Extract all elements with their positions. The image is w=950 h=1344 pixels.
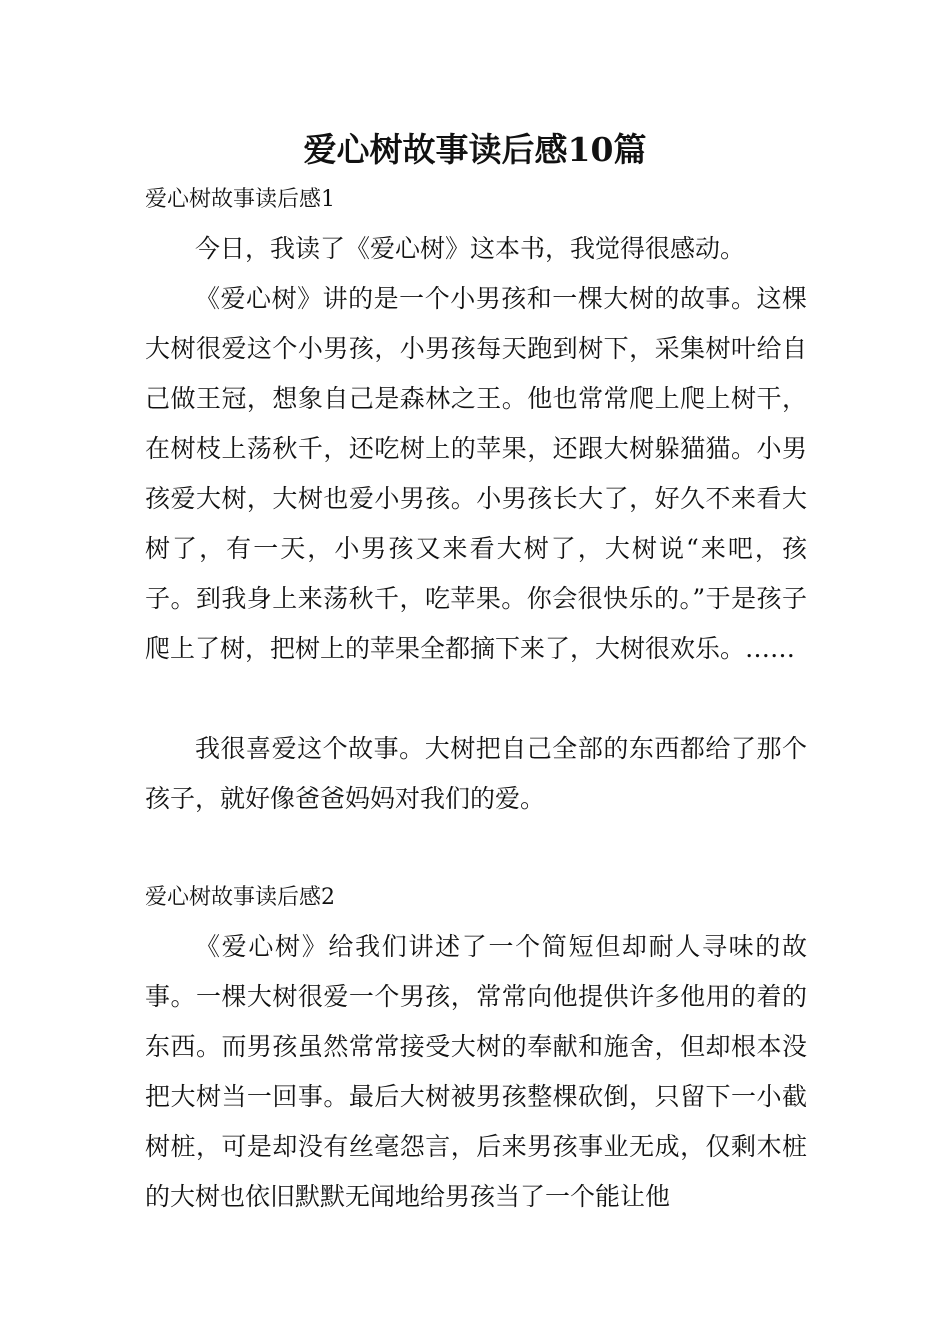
section-heading-1: 爱心树故事读后感1: [145, 187, 335, 212]
document-title: 爱心树故事读后感10篇: [303, 130, 647, 169]
paragraph-1-3: 我很喜爱这个故事。大树把自己全部的东西都给了那个孩子，就好像爸爸妈妈对我们的爱。: [145, 734, 807, 813]
section-heading-2: 爱心树故事读后感2: [145, 885, 335, 910]
paragraph-1-2: 《爱心树》讲的是一个小男孩和一棵大树的故事。这棵大树很爱这个小男孩，小男孩每天跑到树下，采集树叶给自己做王冠，想象自己是森林之王。他也常常爬上爬上树干，在树枝上荡秋千，还吃树上的苹果，还跟大树躲猫猫。小男孩爱大树，大树也爱小男孩。小男孩长大了，好久不来看大树了，有一天，小男孩又来看大树了，大树说“来吧，孩子。到我身上来荡秋千，吃苹果。你会很快乐的。”于是孩子爬上了树，把树上的苹果全都摘下来了，大树很欢乐。……: [145, 284, 807, 663]
paragraph-2-1: 《爱心树》给我们讲述了一个简短但却耐人寻味的故事。一棵大树很爱一个男孩，常常向他提供许多他用的着的东西。而男孩虽然常常接受大树的奉献和施舍，但却根本没把大树当一回事。最后大树被男孩整棵砍倒，只留下一小截树桩，可是却没有丝毫怨言，后来男孩事业无成，仅剩木桩的大树也依旧默默无闻地给男孩当了一个能让他: [145, 932, 807, 1211]
paragraph-1-1: 今日，我读了《爱心树》这本书，我觉得很感动。: [195, 234, 746, 263]
